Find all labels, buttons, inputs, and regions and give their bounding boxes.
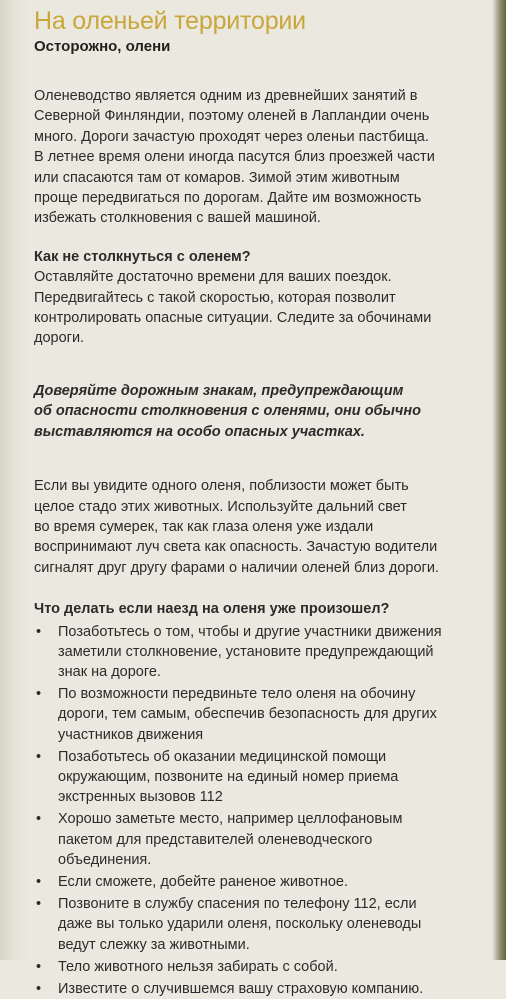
- text-line: В летнее время олени иногда пасутся близ проезжей части: [34, 149, 435, 166]
- list-item-line: участников движения: [58, 726, 204, 743]
- list-item: [34, 622, 489, 683]
- section-heading-collision: Что делать если наезд на оленя уже произошел?: [34, 601, 390, 618]
- list-item-line: Хорошо заметьте место, например целлофановым: [58, 811, 403, 828]
- list-item-line: экстренных вызовов 112: [58, 789, 223, 806]
- list-item-line: Позвоните в службу спасения по телефону 112, если: [58, 896, 417, 913]
- list-item-line: По возможности передвиньте тело оленя на обочину: [58, 686, 416, 703]
- list-item-line: пакетом для представителей оленеводческого: [58, 831, 373, 848]
- page-title: На оленьей территории: [34, 7, 306, 35]
- emphasis-line: выставляются на особо опасных участках.: [34, 423, 365, 440]
- list-item: [34, 872, 489, 892]
- list-item-line: заметили столкновение, установите предупреждающий: [58, 643, 434, 660]
- list-item: [34, 979, 489, 999]
- bullet-icon: •: [36, 958, 42, 975]
- text-line: сигналят друг другу фарами о наличии оленей близ дороги.: [34, 559, 439, 576]
- emphasis-line: об опасности столкновения с оленями, они обычно: [34, 403, 421, 420]
- list-item-line: Известите о случившемся вашу страховую компанию.: [58, 980, 424, 997]
- text-line: Северной Финляндии, поэтому оленей в Лапландии очень: [34, 108, 430, 125]
- text-line: проще передвигаться по дорогам. Дайте им возможность: [34, 190, 422, 207]
- herd-paragraph: [34, 476, 489, 578]
- collision-steps-list: [34, 622, 489, 999]
- road-signs-emphasis: [34, 381, 489, 442]
- list-item-line: даже вы только ударили оленя, поскольку оленеводы: [58, 916, 422, 933]
- text-line: дороги.: [34, 330, 85, 347]
- bullet-icon: •: [36, 811, 42, 828]
- bullet-icon: •: [36, 748, 42, 765]
- list-item-line: Позаботьтесь о том, чтобы и другие участники движения: [58, 623, 442, 640]
- text-line: избежать столкновения с вашей машиной.: [34, 210, 321, 227]
- list-item-line: дороги, тем самым, обеспечив безопасность для других: [58, 706, 437, 723]
- section-heading-avoid: Как не столкнуться с оленем?: [34, 248, 251, 265]
- text-line: или спасаются там от комаров. Зимой этим животным: [34, 169, 400, 186]
- bullet-icon: •: [36, 686, 42, 703]
- text-line: Оставляйте достаточно времени для ваших поездок.: [34, 269, 392, 286]
- list-item: [34, 809, 489, 870]
- bullet-icon: •: [36, 873, 42, 890]
- list-item-line: объединения.: [58, 851, 152, 868]
- bullet-icon: •: [36, 980, 42, 997]
- list-item: [34, 894, 489, 955]
- list-item-line: знак на дороге.: [58, 663, 161, 680]
- page-subtitle: Осторожно, олени: [34, 38, 171, 55]
- bullet-icon: •: [36, 623, 42, 640]
- list-item: [34, 747, 489, 808]
- list-item-line: окружающим, позвоните на единый номер приема: [58, 768, 399, 785]
- list-item: [34, 684, 489, 745]
- list-item-line: Тело животного нельзя забирать с собой.: [58, 958, 338, 975]
- intro-paragraph: [34, 86, 489, 229]
- text-line: Оленеводство является одним из древнейших занятий в: [34, 88, 418, 104]
- text-line: Передвигайтесь с такой скоростью, которая позволит: [34, 289, 396, 306]
- bullet-icon: •: [36, 896, 42, 913]
- list-item-line: Позаботьтесь об оказании медицинской помощи: [58, 748, 387, 765]
- page-edge-left: [0, 0, 28, 960]
- list-item-line: ведут слежку за животными.: [58, 936, 250, 953]
- text-line: контролировать опасные ситуации. Следите за обочинами: [34, 310, 432, 327]
- list-item-line: Если сможете, добейте раненое животное.: [58, 873, 349, 890]
- text-line: во время сумерек, так как глаза оленя уже издали: [34, 518, 374, 535]
- page-edge-right: [492, 0, 506, 960]
- text-line: воспринимают луч света как опасность. Зачастую водители: [34, 539, 438, 556]
- text-line: целое стадо этих животных. Используйте дальний свет: [34, 498, 407, 515]
- avoid-paragraph: [34, 267, 489, 349]
- text-line: Если вы увидите одного оленя, поблизости может быть: [34, 478, 409, 495]
- text-line: много. Дороги зачастую проходят через оленьи пастбища.: [34, 128, 429, 145]
- emphasis-line: Доверяйте дорожным знакам, предупреждающим: [34, 382, 404, 399]
- document-page: [34, 6, 489, 999]
